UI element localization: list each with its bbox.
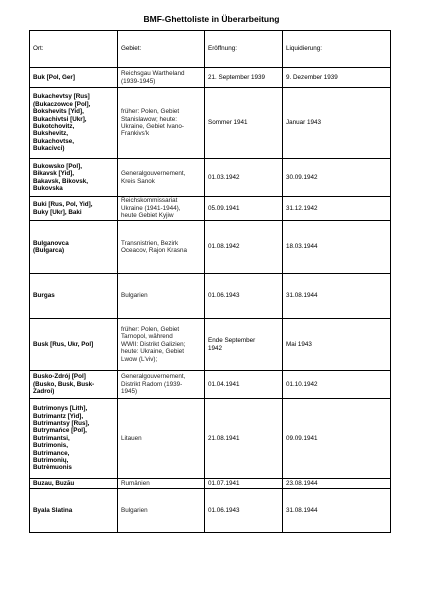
cell-gebiet: Generalgouvernement, Kreis Sanok	[118, 159, 205, 197]
cell-ort: Busko-Zdrój [Pol] (Busko, Busk, Busk- Zadroi)	[30, 371, 118, 399]
cell-eroeffnung: Sommer 1941	[205, 88, 283, 159]
cell-ort: Burgas	[30, 274, 118, 319]
column-header-liquidierung: Liquidierung:	[283, 31, 391, 68]
table-row	[30, 159, 391, 197]
cell-liquidierung: 09.09.1941	[283, 399, 391, 479]
table-row	[30, 489, 391, 533]
cell-eroeffnung: 21. September 1939	[205, 68, 283, 88]
cell-liquidierung: 30.09.1942	[283, 159, 391, 197]
page-title: BMF-Ghettoliste in Überarbeitung	[143, 14, 280, 24]
cell-ort: Bulganovca (Bulgarca)	[30, 221, 118, 274]
cell-eroeffnung: 05.09.1941	[205, 197, 283, 221]
table-row	[30, 399, 391, 479]
table-row	[30, 479, 391, 489]
cell-eroeffnung: 01.04.1941	[205, 371, 283, 399]
cell-eroeffnung: Ende September 1942	[205, 319, 283, 371]
cell-liquidierung: 9. Dezember 1939	[283, 68, 391, 88]
cell-gebiet: Litauen	[118, 399, 205, 479]
cell-ort: Byala Slatina	[30, 489, 118, 533]
cell-gebiet: Bulgarien	[118, 489, 205, 533]
cell-liquidierung: Januar 1943	[283, 88, 391, 159]
cell-gebiet: Reichskommissariat Ukraine (1941-1944), heute Gebiet Kyjiw	[118, 197, 205, 221]
cell-eroeffnung: 01.08.1942	[205, 221, 283, 274]
cell-eroeffnung: 01.06.1943	[205, 489, 283, 533]
cell-gebiet: Reichsgau Wartheland (1939-1945)	[118, 68, 205, 88]
cell-liquidierung: 23.08.1944	[283, 479, 391, 489]
cell-gebiet: früher: Polen, Gebiet Stanislawow; heute: Ukraine, Gebiet Ivano- Frankivs'k	[118, 88, 205, 159]
cell-gebiet: Bulgarien	[118, 274, 205, 319]
cell-ort: Busk [Rus, Ukr, Pol]	[30, 319, 118, 371]
table-row	[30, 319, 391, 371]
cell-ort: Buk [Pol, Ger]	[30, 68, 118, 88]
cell-liquidierung: 18.03.1944	[283, 221, 391, 274]
table-header-row	[30, 31, 391, 68]
table-row	[30, 371, 391, 399]
column-header-gebiet: Gebiet:	[118, 31, 205, 68]
table-row	[30, 221, 391, 274]
cell-gebiet: Transnistrien, Bezirk Oceacov, Rajon Krasna	[118, 221, 205, 274]
table-row	[30, 197, 391, 221]
cell-eroeffnung: 01.03.1942	[205, 159, 283, 197]
cell-gebiet: Generalgouvernement, Distrikt Radom (1939- 1945)	[118, 371, 205, 399]
cell-liquidierung: 01.10.1942	[283, 371, 391, 399]
cell-ort: Buzau, Buzău	[30, 479, 118, 489]
cell-liquidierung: 31.08.1944	[283, 274, 391, 319]
cell-gebiet: Rumänien	[118, 479, 205, 489]
cell-ort: Buki [Rus, Pol, Yid], Buky [Ukr], Baki	[30, 197, 118, 221]
cell-gebiet: früher: Polen, Gebiet Tarnopol, während WWII: Distrikt Galizien; heute: Ukraine, Gebiet Lwow (L'viv);	[118, 319, 205, 371]
cell-ort: Butrimonys [Lith], Butrimantz [Yid], Butrimantsy [Rus], Butrymańce [Pol], Butrimantsi, Butrimonis, Butrimance, Butrimonių, Butrėmuonis	[30, 399, 118, 479]
cell-eroeffnung: 01.06.1943	[205, 274, 283, 319]
cell-eroeffnung: 21.08.1941	[205, 399, 283, 479]
column-header-eroeffnung: Eröffnung:	[205, 31, 283, 68]
cell-liquidierung: 31.12.1942	[283, 197, 391, 221]
cell-ort: Bukachevtsy [Rus] (Bukaczowce [Pol], Bokshevits [Yid], Bukachivtsi [Ukr], Bukotchovitz, Bukshevitz, Bukachovtse, Bukacivci)	[30, 88, 118, 159]
cell-ort: Bukowsko [Pol], Bikavsk [Yid], Bakavsk, Bikovsk, Bukovska	[30, 159, 118, 197]
cell-liquidierung: Mai 1943	[283, 319, 391, 371]
cell-liquidierung: 31.08.1944	[283, 489, 391, 533]
table-row	[30, 68, 391, 88]
ghetto-table	[29, 30, 391, 533]
column-header-ort: Ort:	[30, 31, 118, 68]
table-row	[30, 274, 391, 319]
table-row	[30, 88, 391, 159]
cell-eroeffnung: 01.07.1941	[205, 479, 283, 489]
